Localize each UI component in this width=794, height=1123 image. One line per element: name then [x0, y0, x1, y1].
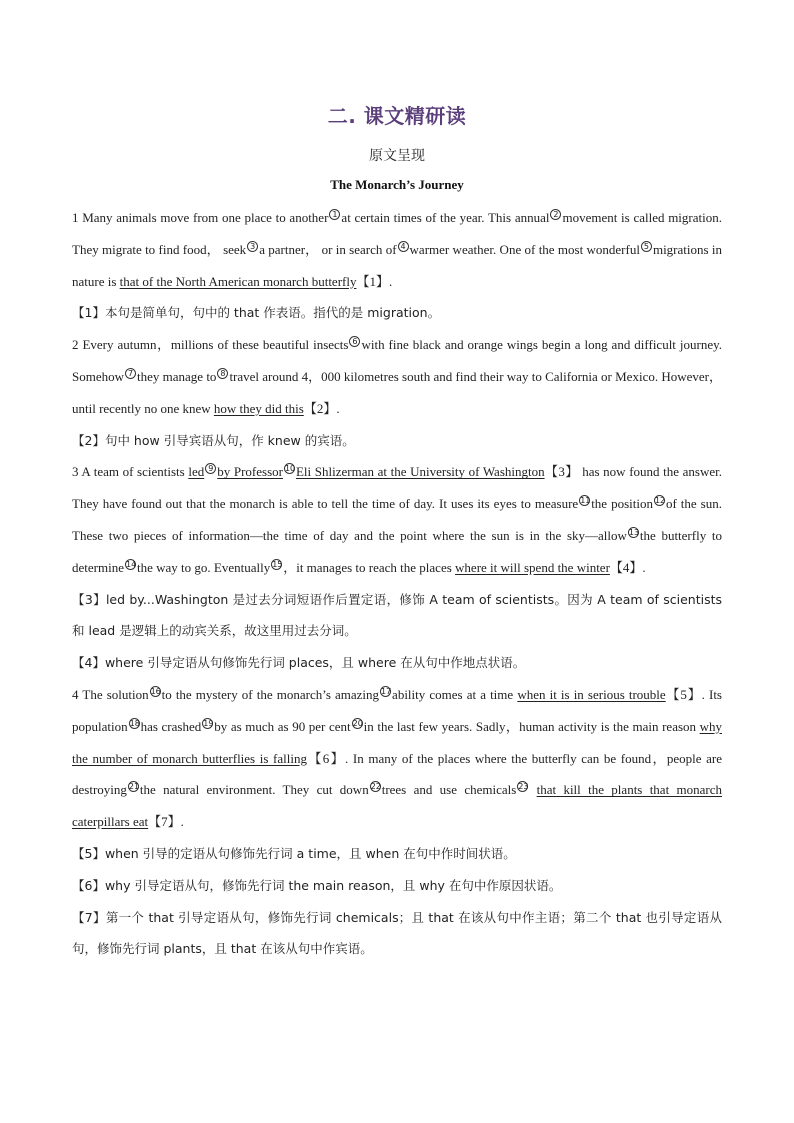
paragraph-4: 4 The solution 16to the mystery of the monarch’s amazing 17ability comes at a time when it is in serious trouble【5】. Its population 18has crashed 19by as much as 90 per cent 20in the last few years. Sadly，human activity is the main reason why the number of monarch butterflies is falling【6】. In many of the places where the butterfly can be found，people are destroying 21the natural environment. They cut down 22trees and use chemicals 23 that kill the plants that monarch caterpillars eat【7】. [72, 686, 723, 830]
footnote-marker: 13 [628, 527, 640, 537]
underlined-phrase: that of the North American monarch butterfly [119, 273, 357, 289]
underlined-phrase: that kill the plants that monarch caterpillars eat [72, 782, 722, 830]
footnote-marker: 23 [518, 782, 529, 792]
footnote-marker: 5 [641, 241, 652, 252]
article-title: The Monarch’s Journey [330, 177, 464, 192]
section-subheading: 原文呈现 [369, 148, 425, 164]
paragraph-2: 2 Every autumn，millions of these beautiful insects 6 with fine black and orange wings begin a long and difficult journey. Somehow 7 they manage to 8 travel around 4，000 kilometres south and find their way to California or Mexico. However，until recently no one knew how they did this【2】. [72, 337, 722, 416]
underlined-phrase: how they did this [213, 400, 304, 416]
paragraph-3: 3 A team of scientists led 9 by Professor 10Eli Shlizerman at the University of Washington【3】 has now found the answer. They have found out that the monarch is able to tell the time of day. It uses its eyes to measure 11the position 12of the sun. These two pieces of information—the time of day and the point where the sun is in the sky—allow 13the butterfly to determine 14the way to go. Eventually 15，it manages to reach the places where it will spend the winter【4】. [72, 464, 723, 575]
footnote-marker: 3 [247, 241, 258, 252]
footnote-marker: 6 [349, 336, 360, 347]
footnote-marker: 20 [352, 718, 363, 728]
annotation-3: 【3】led by...Washington 是过去分词短语作后置定语，修饰 A team of scientists。因为 A team of scientists和 lead 是逻辑上的动宾关系，故这里用过去分词。 [72, 591, 722, 639]
footnote-marker: 15 [272, 559, 283, 569]
annotation-5: 【5】when 引导的定语从句修饰先行词 a time，且 when 在句中作时间状语。 [72, 845, 516, 861]
underlined-phrase: by Professor [217, 464, 283, 480]
footnote-marker: 14 [125, 559, 137, 569]
underlined-phrase: Eli Shlizerman at the University of Washington [295, 464, 545, 480]
article-body [72, 202, 722, 965]
footnote-marker: 21 [128, 782, 140, 792]
footnote-marker: 18 [129, 718, 140, 728]
annotation-7: 【7】第一个 that 引导定语从句，修饰先行词 chemicals；且 that 在该从句中作主语；第二个 that 也引导定语从句，修饰先行词 plants，且 that 在该从句中作宾语。 [72, 909, 722, 957]
footnote-marker: 16 [150, 686, 161, 696]
underlined-phrase: led [188, 464, 205, 480]
footnote-marker: 12 [654, 496, 666, 506]
underlined-phrase: when it is in serious trouble [517, 686, 666, 702]
paragraph-1: 1 Many animals move from one place to another 1 at certain times of the year. This annual 2 movement is called migration. They migrate to find food， seek 3 a partner， or in search of 4 warmer weather. One of the most wonderful 5 migrations in nature is that of the North American monarch butterfly【1】. [72, 210, 722, 289]
section-heading: 二. 课文精研读 [327, 104, 467, 128]
footnote-marker: 4 [398, 241, 409, 252]
footnote-marker: 1 [329, 209, 340, 220]
footnote-marker: 19 [203, 718, 214, 728]
footnote-marker: 9 [205, 463, 216, 474]
underlined-phrase: why the number of monarch butterflies is falling [72, 718, 723, 766]
annotation-1: 【1】本句是简单句，句中的 that 作表语。指代的是 migration。 [72, 305, 441, 321]
footnote-marker: 17 [381, 686, 392, 696]
footnote-marker: 10 [284, 464, 296, 474]
annotation-6: 【6】why 引导定语从句，修饰先行词 the main reason，且 why 在句中作原因状语。 [72, 877, 562, 893]
underlined-phrase: where it will spend the winter [455, 559, 610, 575]
annotation-2: 【2】句中 how 引导宾语从句，作 knew 的宾语。 [72, 432, 355, 448]
annotation-4: 【4】where 引导定语从句修饰先行词 places，且 where 在从句中作地点状语。 [72, 655, 526, 671]
footnote-marker: 22 [370, 782, 381, 792]
footnote-marker: 7 [125, 368, 136, 379]
footnote-marker: 11 [580, 496, 591, 506]
footnote-marker: 2 [550, 209, 561, 220]
footnote-marker: 8 [217, 368, 228, 379]
